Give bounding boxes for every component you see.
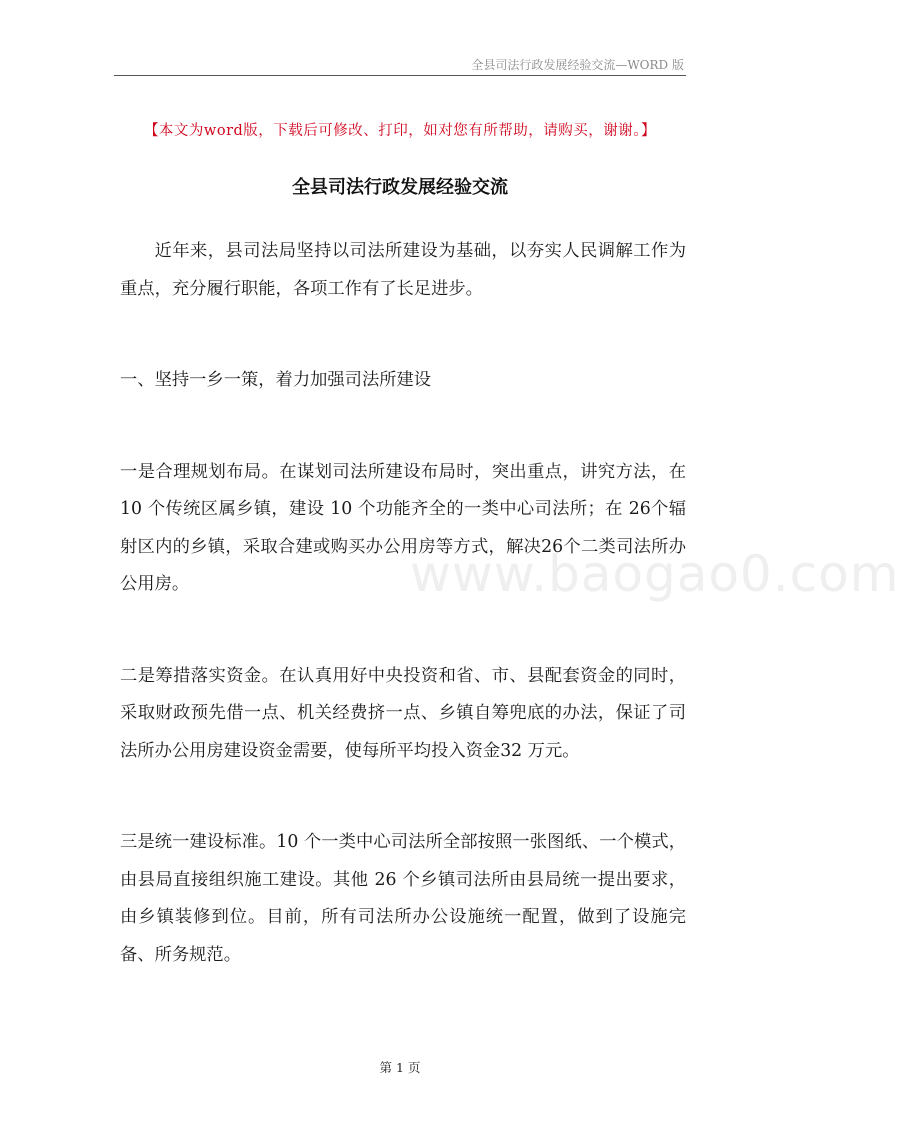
purchase-notice: 【本文为word版，下载后可修改、打印，如对您有所帮助，请购买，谢谢。】 xyxy=(143,123,657,139)
page-number: 第 1 页 xyxy=(379,1060,421,1075)
body-paragraph: 二是筹措落实资金。在认真用好中央投资和省、市、县配套资金的同时，采取财政预先借一点、机关经费挤一点、乡镇自筹兜底的办法，保证了司法所办公用房建设资金需要，使每所平均投入资金32 万元。 xyxy=(120,665,686,761)
body-paragraph: 一是合理规划布局。在谋划司法所建设布局时，突出重点，讲究方法，在 10 个传统区属乡镇，建设 10 个功能齐全的一类中心司法所；在 26个辐射区内的乡镇，采取合建或购买办公用房等方式，解决26个二类司法所办公用房。 xyxy=(120,461,686,594)
watermark: www.baogao0.com xyxy=(410,545,899,603)
section-heading: 一、坚持一乡一策，着力加强司法所建设 xyxy=(120,370,432,390)
document-body xyxy=(120,233,686,974)
page-header: 全县司法行政发展经验交流—WORD 版 xyxy=(471,58,684,72)
intro-paragraph: 近年来，县司法局坚持以司法所建设为基础，以夯实人民调解工作为重点，充分履行职能，各项工作有了长足进步。 xyxy=(120,241,686,299)
body-paragraph: 三是统一建设标准。10 个一类中心司法所全部按照一张图纸、一个模式，由县局直接组织施工建设。其他 26 个乡镇司法所由县局统一提出要求，由乡镇装修到位。目前，所有司法所办公设施统一配置，做到了设施完备、所务规范。 xyxy=(120,832,686,965)
document-title: 全县司法行政发展经验交流 xyxy=(292,177,508,198)
header-rule xyxy=(114,75,686,76)
